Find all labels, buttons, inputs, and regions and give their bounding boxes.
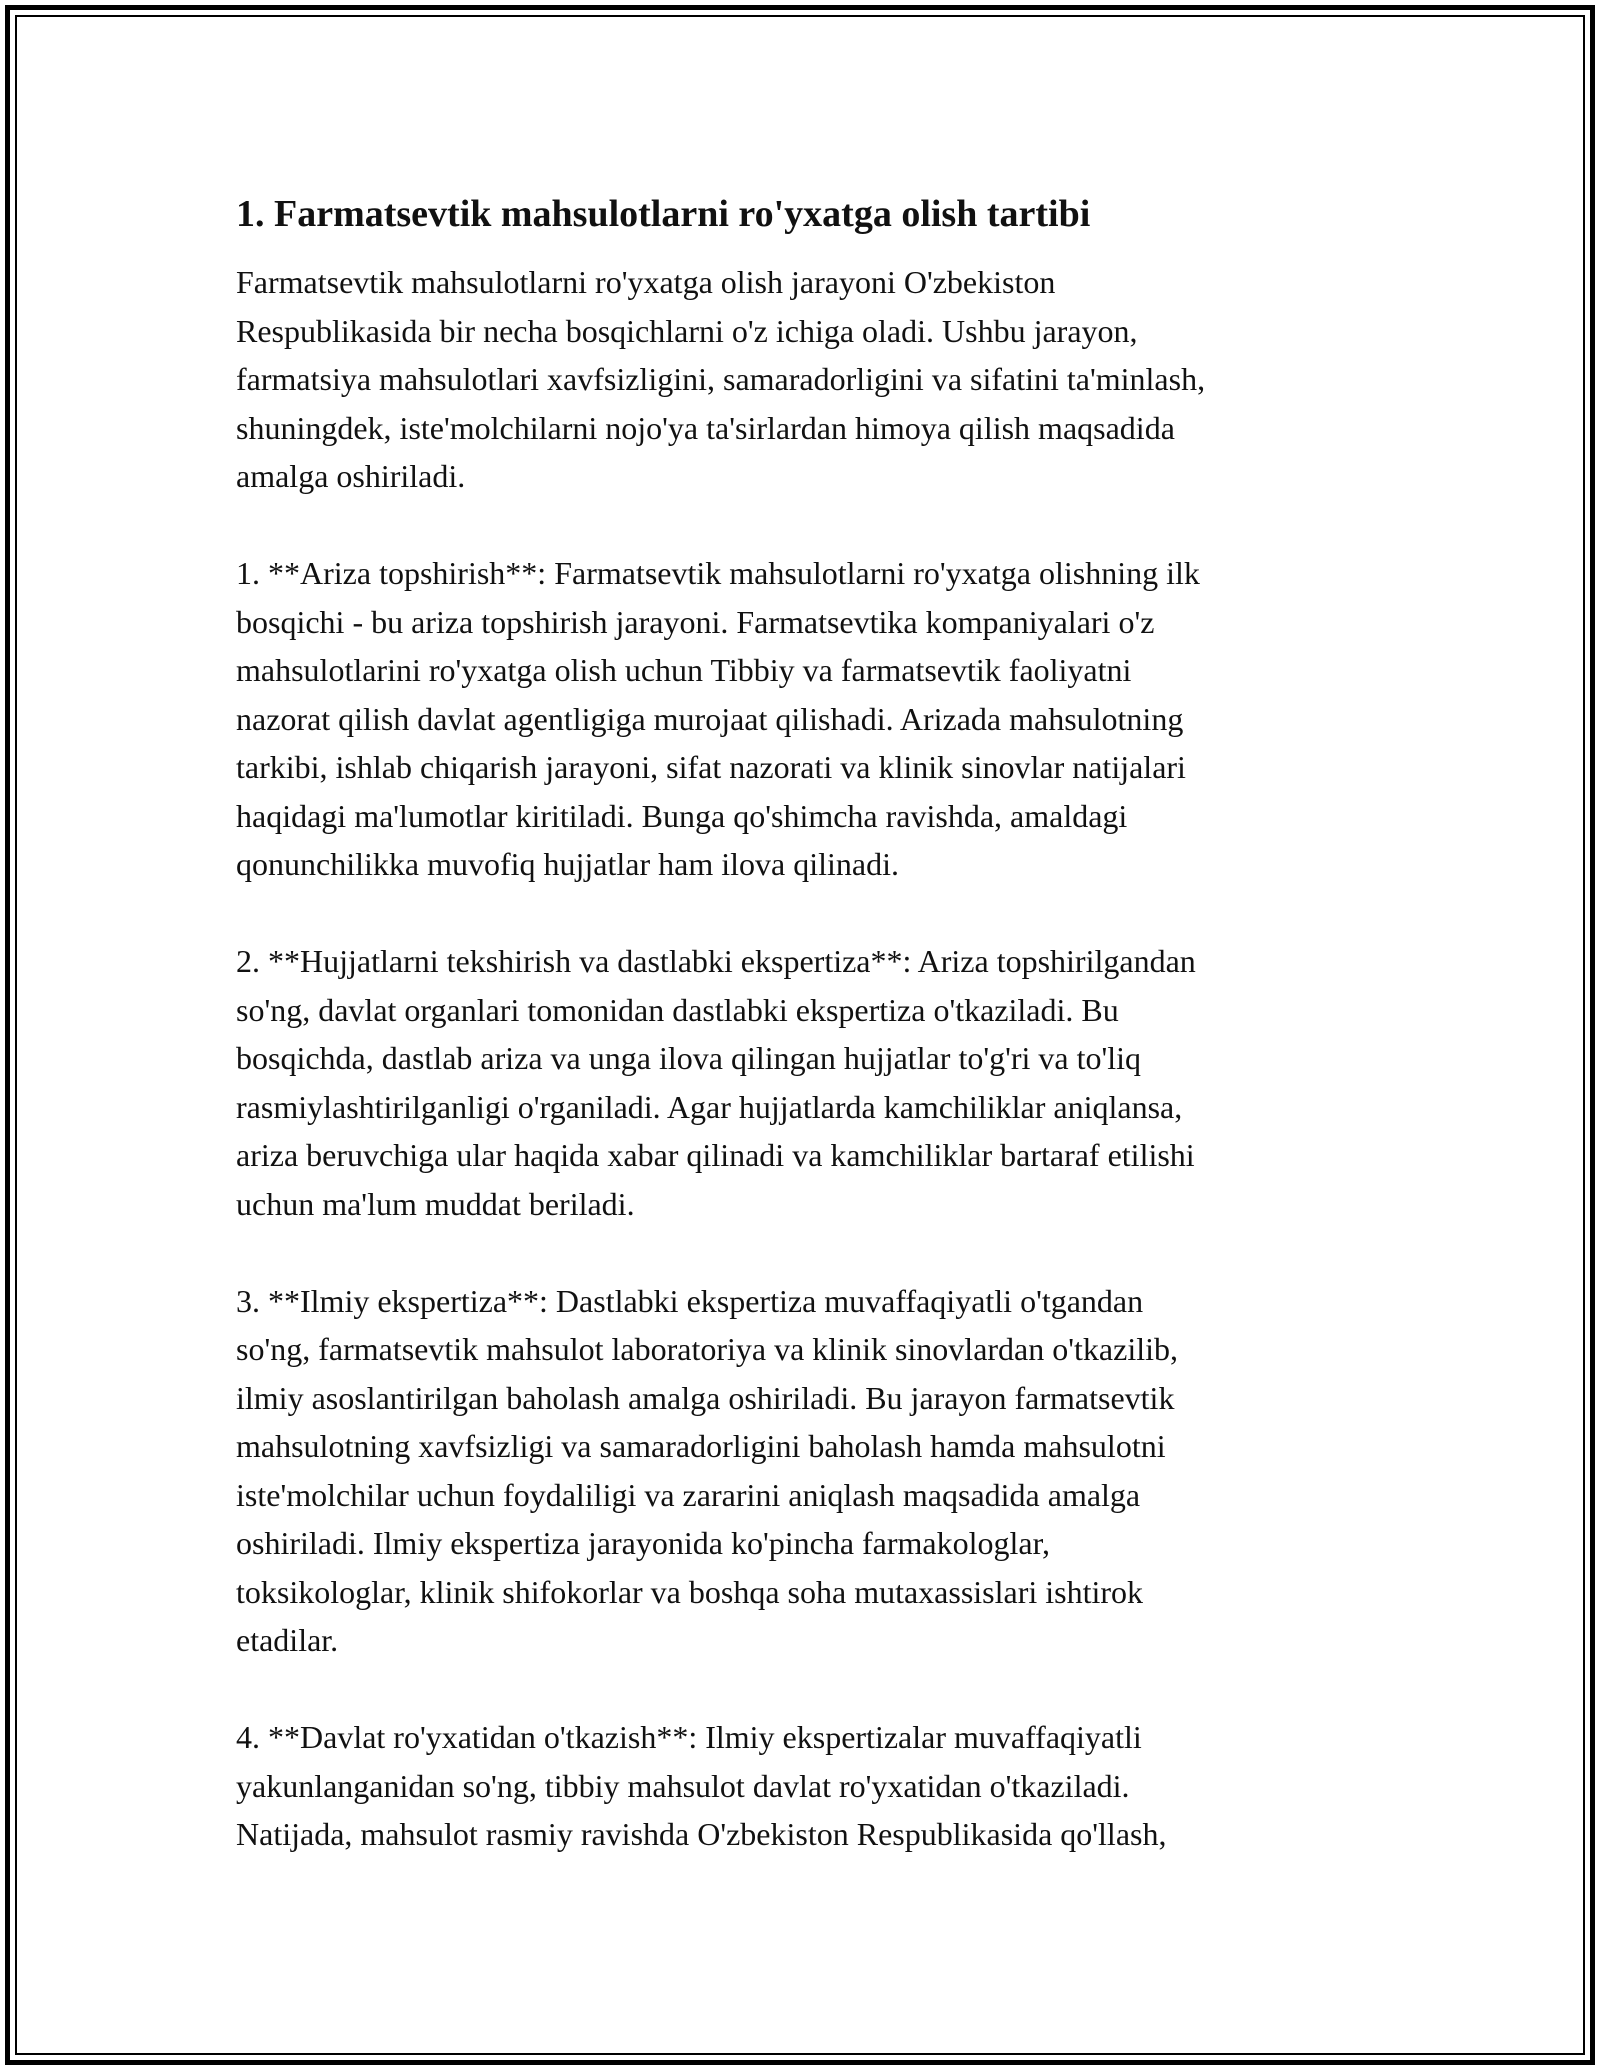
step-3-paragraph: 3. **Ilmiy ekspertiza**: Dastlabki ekspertiza muvaffaqiyatli o'tgandan so'ng, farmatsevtik mahsulot laboratoriya va klinik sinovlardan o'tkazilib, ilmiy asoslantirilgan baholash amalga oshiriladi. Bu jarayon farmatsevtik mahsulotning xavfsizligi va samaradorligini baholash hamda mahsulotni iste'molchilar uchun foydaliligi va zararini aniqlash maqsadida amalga oshiriladi. Ilmiy ekspertiza jarayonida ko'pincha farmakologlar, toksikologlar, klinik shifokorlar va boshqa soha mutaxassislari ishtirok etadilar.: [236, 1282, 1178, 1658]
step-2-paragraph: 2. **Hujjatlarni tekshirish va dastlabki ekspertiza**: Ariza topshirilgandan so'ng, davlat organlari tomonidan dastlabki ekspertiza o'tkaziladi. Bu bosqichda, dastlab ariza va unga ilova qilingan hujjatlar to'g'ri va to'liq rasmiylashtirilganligi o'rganiladi. Agar hujjatlarda kamchiliklar aniqlansa, ariza beruvchiga ular haqida xabar qilinadi va kamchiliklar bartaraf etilishi uchun ma'lum muddat beriladi.: [236, 943, 1196, 1222]
section-title: 1. Farmatsevtik mahsulotlarni ro'yxatga olish tartibi: [236, 193, 1091, 235]
intro-paragraph: Farmatsevtik mahsulotlarni ro'yxatga olish jarayoni O'zbekiston Respublikasida bir necha bosqichlarni o'z ichiga oladi. Ushbu jarayon, farmatsiya mahsulotlari xavfsizligini, samaradorligini va sifatini ta'minlash, shuningdek, iste'molchilarni nojo'ya ta'sirlardan himoya qilish maqsadida amalga oshiriladi.: [236, 264, 1206, 494]
step-1-paragraph: 1. **Ariza topshirish**: Farmatsevtik mahsulotlarni ro'yxatga olishning ilk bosqichi - bu ariza topshirish jarayoni. Farmatsevtika kompaniyalari o'z mahsulotlarini ro'yxatga olish uchun Tibbiy va farmatsevtik faoliyatni nazorat qilish davlat agentligiga murojaat qilishadi. Arizada mahsulotning tarkibi, ishlab chiqarish jarayoni, sifat nazorati va klinik sinovlar natijalari haqidagi ma'lumotlar kiritiladi. Bunga qo'shimcha ravishda, amaldagi qonunchilikka muvofiq hujjatlar ham ilova qilinadi.: [236, 555, 1200, 882]
step-4-paragraph: 4. **Davlat ro'yxatidan o'tkazish**: Ilmiy ekspertizalar muvaffaqiyatli yakunlanganidan so'ng, tibbiy mahsulot davlat ro'yxatidan o'tkaziladi. Natijada, mahsulot rasmiy ravishda O'zbekiston Respublikasida qo'llash,: [236, 1719, 1167, 1852]
document-body: [236, 186, 1356, 1859]
